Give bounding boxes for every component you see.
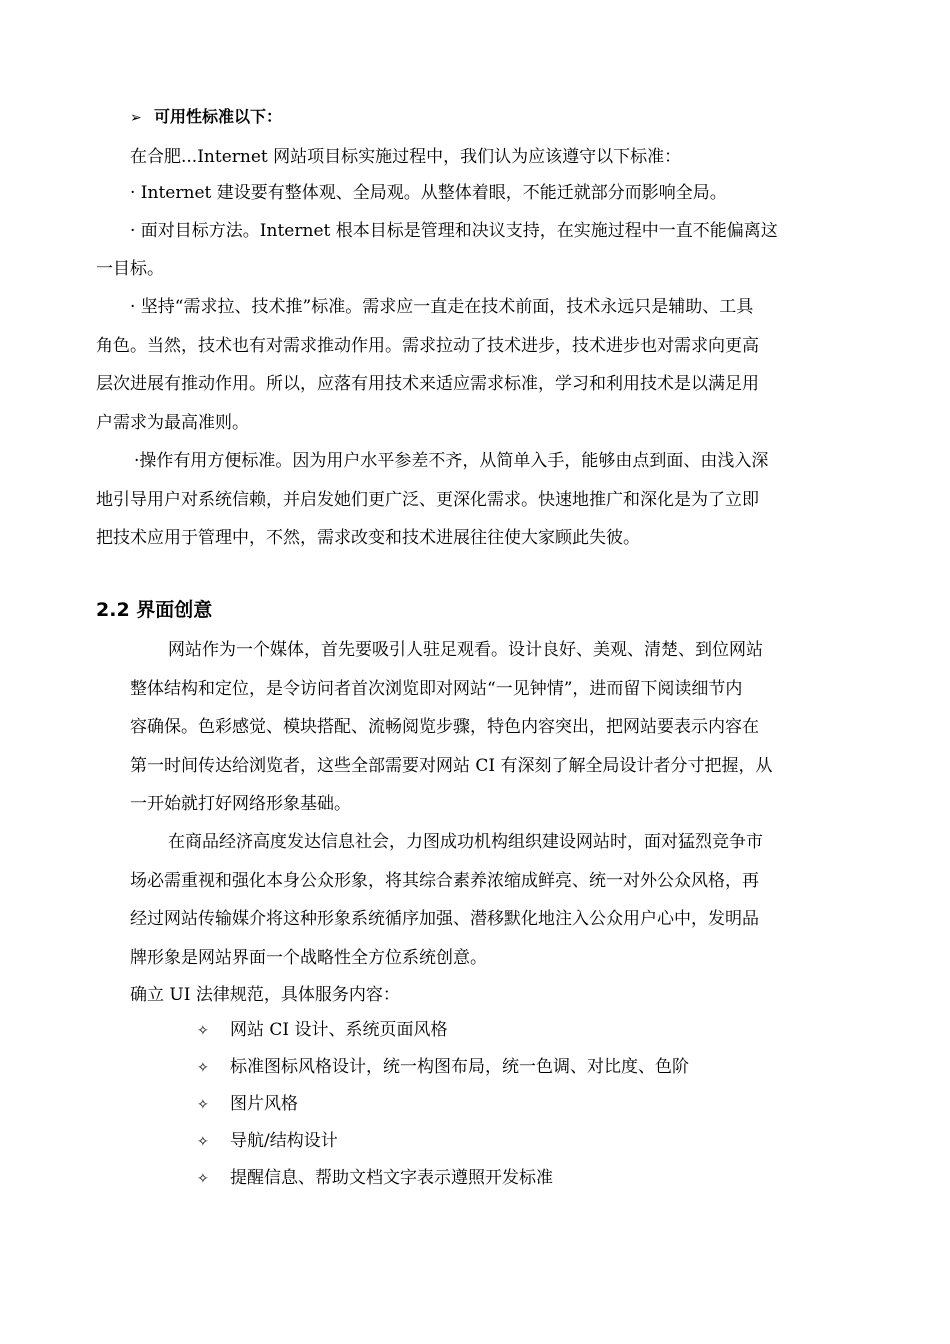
list-item-text: 标准图标风格设计，统一构图布局，统一色调、对比度、色阶 — [230, 1057, 689, 1077]
list-item — [197, 1167, 553, 1190]
paragraph-line: 户需求为最高准则。 — [96, 413, 249, 433]
list-item — [197, 1130, 338, 1153]
paragraph-line: 网站作为一个媒体，首先要吸引人驻足观看。设计良好、美观、清楚、到位网站 — [168, 640, 763, 660]
list-item-text: 提醒信息、帮助文档文字表示遵照开发标准 — [230, 1168, 553, 1188]
usability-title-row — [130, 106, 282, 129]
paragraph-line: 地引导用户对系统信赖，并启发她们更广泛、更深化需求。快速地推广和深化是为了立即 — [96, 490, 759, 510]
list-item-text: 图片风格 — [230, 1094, 298, 1114]
paragraph-line: 一目标。 — [96, 259, 164, 279]
paragraph-line: 角色。当然，技术也有对需求推动作用。需求拉动了技术进步，技术进步也对需求向更高 — [96, 336, 759, 356]
list-item-text: 网站 CI 设计、系统页面风格 — [230, 1020, 448, 1040]
list-item — [197, 1019, 448, 1042]
paragraph-line: 牌形象是网站界面一个战略性全方位系统创意。 — [130, 948, 487, 968]
paragraph-line: · Internet 建设要有整体观、全局观。从整体着眼，不能迁就部分而影响全局。 — [130, 183, 727, 203]
paragraph-line: · 面对目标方法。Internet 根本目标是管理和决议支持，在实施过程中一直不能偏离这 — [130, 221, 778, 241]
paragraph-line: 整体结构和定位，是令访问者首次浏览即对网站“一见钟情”，进而留下阅读细节内 — [130, 679, 743, 699]
paragraph-line: 在商品经济高度发达信息社会，力图成功机构组织建设网站时，面对猛烈竞争市 — [168, 832, 763, 852]
diamond-star-bullet-icon: ✧ — [197, 1060, 209, 1076]
usability-title: 可用性标准以下： — [154, 107, 283, 126]
section-heading: 2.2 界面创意 — [96, 599, 213, 621]
list-item — [197, 1056, 689, 1079]
paragraph-line: 在合肥...Internet 网站项目标实施过程中，我们认为应该遵守以下标准： — [130, 147, 682, 167]
arrow-bullet-icon: ➢ — [130, 110, 142, 126]
paragraph-line: 经过网站传输媒介将这种形象系统循序加强、潜移默化地注入公众用户心中，发明品 — [130, 909, 759, 929]
diamond-star-bullet-icon: ✧ — [197, 1134, 209, 1150]
diamond-star-bullet-icon: ✧ — [197, 1023, 209, 1039]
paragraph-line: · 坚持“需求拉、技术推”标准。需求应一直走在技术前面，技术永远只是辅助、工具 — [130, 297, 754, 317]
paragraph-line: 层次进展有推动作用。所以，应落有用技术来适应需求标准，学习和利用技术是以满足用 — [96, 374, 759, 394]
list-item-text: 导航/结构设计 — [230, 1131, 338, 1151]
paragraph-line: 一开始就打好网络形象基础。 — [130, 794, 351, 814]
paragraph-line: 把技术应用于管理中，不然，需求改变和技术进展往往使大家顾此失彼。 — [96, 528, 640, 548]
paragraph-line: ·操作有用方便标准。因为用户水平参差不齐，从简单入手，能够由点到面、由浅入深 — [134, 451, 769, 471]
diamond-star-bullet-icon: ✧ — [197, 1171, 209, 1187]
paragraph-line: 容确保。色彩感觉、模块搭配、流畅阅览步骤，特色内容突出，把网站要表示内容在 — [130, 717, 759, 737]
paragraph-line: 场必需重视和强化本身公众形象，将其综合素养浓缩成鲜亮、统一对外公众风格，再 — [130, 871, 759, 891]
diamond-star-bullet-icon: ✧ — [197, 1097, 209, 1113]
paragraph-line: 确立 UI 法律规范，具体服务内容： — [130, 985, 400, 1005]
paragraph-line: 第一时间传达给浏览者，这些全部需要对网站 CI 有深刻了解全局设计者分寸把握，从 — [130, 756, 773, 776]
list-item — [197, 1093, 298, 1116]
